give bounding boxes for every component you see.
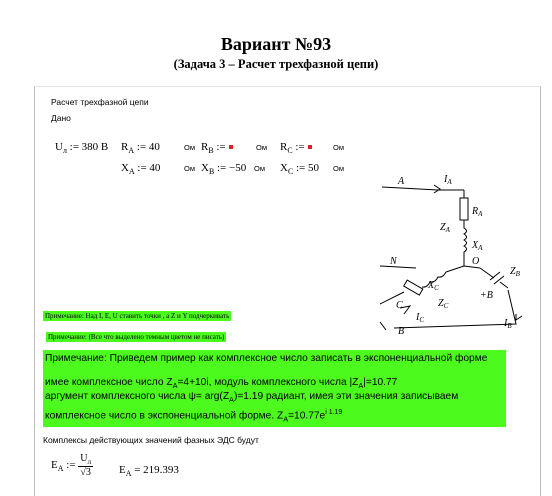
param-xa-unit: Ом [184,164,195,173]
inductor-xa [464,220,467,260]
label-a: A [398,176,405,187]
input-placeholder-marker[interactable] [308,145,312,149]
label-n: N [390,256,397,267]
label-za: $Z_A$ [440,222,450,234]
note-line-1: Примечание: Приведем пример как комплексное число записать в экспоненциальной форме [45,353,488,364]
label-zc: $Z_C$ [438,298,449,310]
param-ra-unit: Ом [184,143,195,152]
note-line-2: имее комплексное число $Z_A=4+10i$, модуль комплексного числа $|Z_A|=10.77$ [45,377,398,391]
label-ib: $I_B$ [504,318,512,330]
note-line-4: комплексное число в экспоненциальной форме. $Z_A=10.77e^{i 1.19}$ [45,409,343,424]
resistor-ra [460,198,468,220]
capacitor-xb [490,272,504,284]
circuit-diagram [376,168,534,340]
label-ia: $I_A$ [444,174,452,186]
label-xa: $X_A$ [472,240,483,252]
emf-heading: Комплексы действующих значений фазных ЭДС будут [43,435,259,445]
param-xa: $X_A$ := 40 [121,162,161,177]
label-xb: +B [480,290,493,301]
given-label: Дано [51,113,71,123]
arrow-ib [516,314,522,320]
param-xb: $X_B$ := −50 [201,162,247,177]
phase-a-wire [382,187,464,190]
param-rb: $R_B$ := [201,141,233,155]
note-dots: Примечание: Над I, E, U ставить точки , а Z и Y подчеркивать [45,312,230,320]
label-zb: $Z_B$ [510,266,520,278]
page-subtitle: (Задача 3 – Расчет трехфазной цепи) [173,57,379,71]
formula-fraction: $\frac{U_л}{√3}$ [80,453,92,478]
label-o: O [472,256,480,267]
param-rb-unit: Ом [256,143,267,152]
neutral-wire [380,266,416,268]
label-xc: $X_C$ [428,280,439,292]
resistor-rc [404,280,423,295]
formula-ea: $E_A$ := $\frac{U_л}{√3}$ [51,453,92,478]
note-complex-example [43,350,506,427]
arrow-ia [434,185,440,193]
note-dark-text: Примечание: (Все что выделено темным цветом не писать) [48,333,225,341]
param-xc: $X_C$ := 50 [280,162,319,177]
param-xb-unit: Ом [254,164,265,173]
param-rc: $R_C$ := [280,141,312,155]
label-ra: $R_A$ [472,206,483,218]
note-line-3: аргумент комплексного числа $\psi= arg(Z_A)=1.19$ радиант, имея эти значения записываем [45,391,459,405]
param-ul: $U_л$ := 380 В [55,141,109,156]
page-title: Вариант №93 [220,34,332,54]
formula-result: $E_A = 219.393$ [119,464,179,479]
param-xc-unit: Ом [333,164,344,173]
section-heading: Расчет трехфазной цепи [51,97,149,107]
label-c: C [396,300,403,311]
phase-b-wire [394,290,516,328]
label-b: B [398,326,405,337]
input-placeholder-marker[interactable] [229,145,233,149]
param-ra: $R_A$ := 40 [121,141,160,156]
label-ic: $I_C$ [416,312,425,324]
param-rc-unit: Ом [333,143,344,152]
